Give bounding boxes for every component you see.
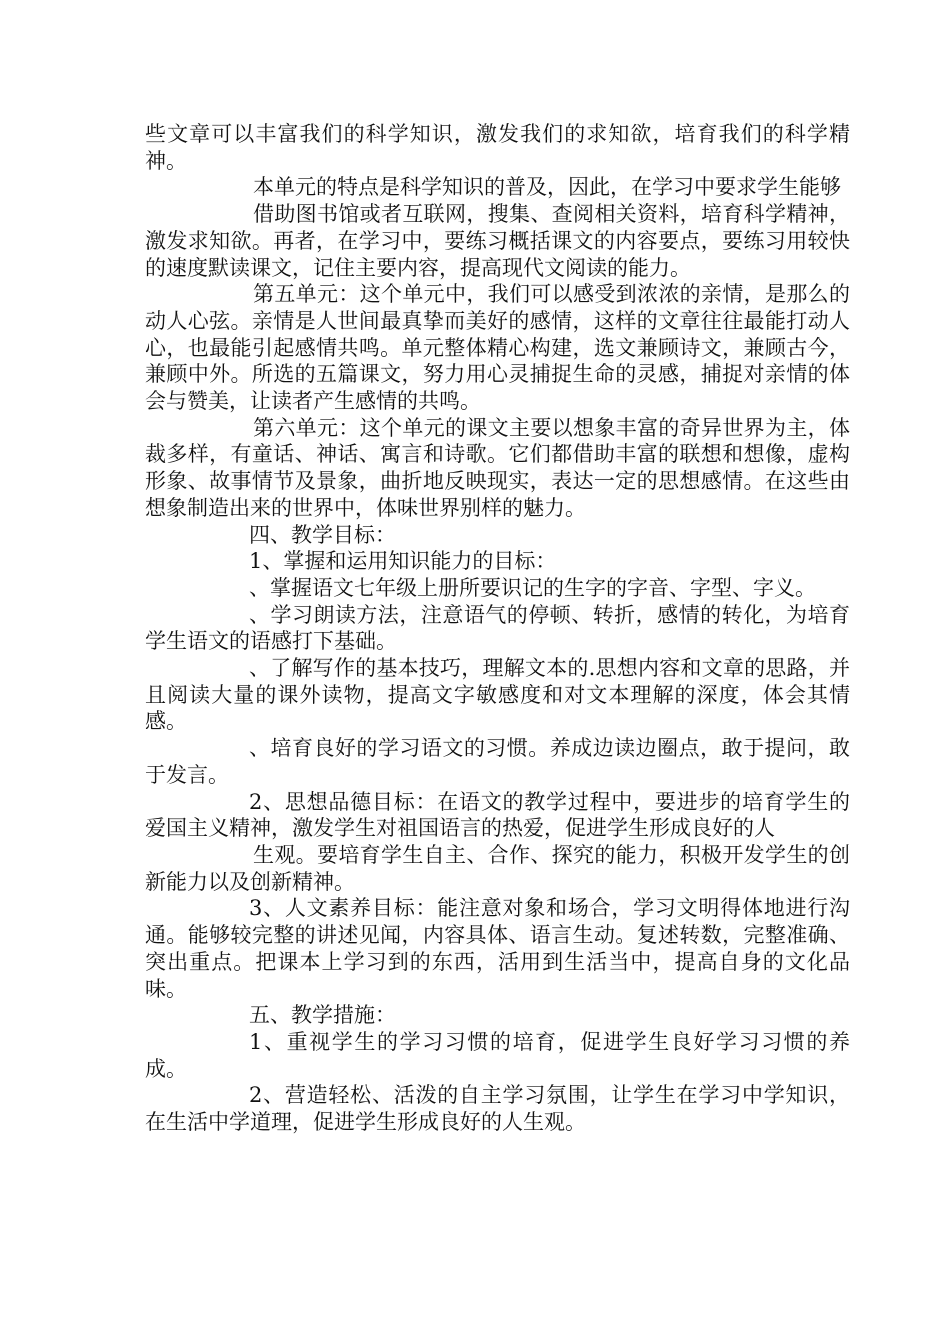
paragraph-unit-five: 第五单元：这个单元中，我们可以感受到浓浓的亲情，是那么的动人心弦。亲情是人世间最真挚而美好的感情，这样的文章往往最能打动人心，也最能引起感情共鸣。单元整体精心构建，选文兼顾诗文，兼顾古今，兼顾中外。所选的五篇课文，努力用心灵捕捉生命的灵感，捕捉对亲情的体会与赞美，让读者产生感情的共鸣。 <box>145 282 850 414</box>
goal-item-writing: 、了解写作的基本技巧，理解文本的.思想内容和文章的思路，并且阅读大量的课外读物，提高文字敏感度和对文本理解的深度，体会其情感。 <box>145 656 850 734</box>
goal-moral-education-continued: 生观。要培育学生自主、合作、探究的能力，积极开发学生的创新能力以及创新精神。 <box>145 842 850 894</box>
goal-humanistic-literacy: 3、人文素养目标：能注意对象和场合，学习文明得体地进行沟通。能够较完整的讲述见闻，内容具体、语言生动。复述转数，完整准确、突出重点。把课本上学习到的东西，活用到生活当中，提高自身的文化品味。 <box>145 896 850 1001</box>
goal-item-habits: 、培育良好的学习语文的习惯。养成边读边圈点，敢于提问，敢于发言。 <box>145 736 850 787</box>
measure-study-habits: 1、重视学生的学习习惯的培育，促进学生良好学习习惯的养成。 <box>145 1029 850 1081</box>
goal-item-reading-aloud: 、学习朗读方法，注意语气的停顿、转折，感情的转化，为培育学生语文的语感打下基础。 <box>145 602 850 654</box>
paragraph-unit-six: 第六单元：这个单元的课文主要以想象丰富的奇异世界为主，体裁多样，有童话、神话、寓言和诗歌。它们都借助丰富的联想和想像，虚构形象、故事情节及景象，曲折地反映现实，表达一定的思想感情。在这些由想象制造出来的世界中，体味世界别样的魅力。 <box>145 415 850 520</box>
paragraph-science-unit-end: 些文章可以丰富我们的科学知识，激发我们的求知欲，培育我们的科学精神。 <box>145 122 850 173</box>
goal-moral-education: 2、思想品德目标：在语文的教学过程中，要进步的培育学生的爱国主义精神，激发学生对祖国语言的热爱，促进学生形成良好的人 <box>145 789 850 841</box>
heading-teaching-goals: 四、教学目标： <box>249 522 396 547</box>
goal-knowledge-ability: 1、掌握和运用知识能力的目标： <box>249 549 557 574</box>
heading-teaching-measures: 五、教学措施： <box>249 1003 396 1028</box>
paragraph-unit-feature: 本单元的特点是科学知识的普及，因此，在学习中要求学生能够 <box>253 175 841 200</box>
measure-learning-atmosphere: 2、营造轻松、活泼的自主学习氛围，让学生在学习中学知识，在生活中学道理，促进学生形成良好的人生观。 <box>145 1083 850 1135</box>
paragraph-unit-requirements: 借助图书馆或者互联网，搜集、查阅相关资料，培育科学精神，激发求知欲。再者，在学习中，要练习概括课文的内容要点，要练习用较快的速度默读课文，记住主要内容，提高现代文阅读的能力。 <box>145 202 850 280</box>
goal-item-characters: 、掌握语文七年级上册所要识记的生字的字音、字型、字义。 <box>249 575 816 600</box>
